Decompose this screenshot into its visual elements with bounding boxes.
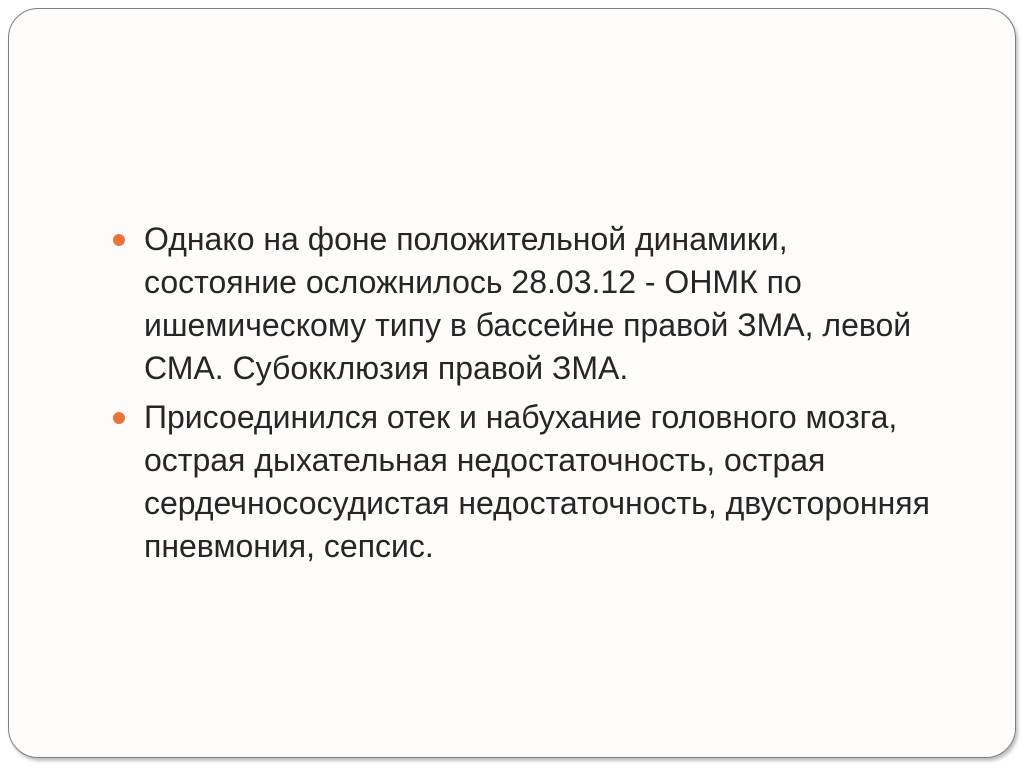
bullet-item: [108, 218, 948, 390]
bullet-text: Однако на фоне положительной динамики, состояние осложнилось 28.03.12 - ОНМК по ишемическому типу в бассейне правой ЗМА, левой СМА. Субокклюзия правой ЗМА.: [144, 221, 912, 386]
bullet-dot-icon: [113, 234, 125, 246]
bullet-list: [108, 218, 948, 574]
bullet-item: [108, 396, 948, 568]
bullet-dot-icon: [113, 412, 125, 424]
bullet-text: Присоединился отек и набухание головного мозга, острая дыхательная недостаточность, острая сердечнососудистая недостаточность, двусторонняя пневмония, сепсис.: [144, 399, 930, 564]
